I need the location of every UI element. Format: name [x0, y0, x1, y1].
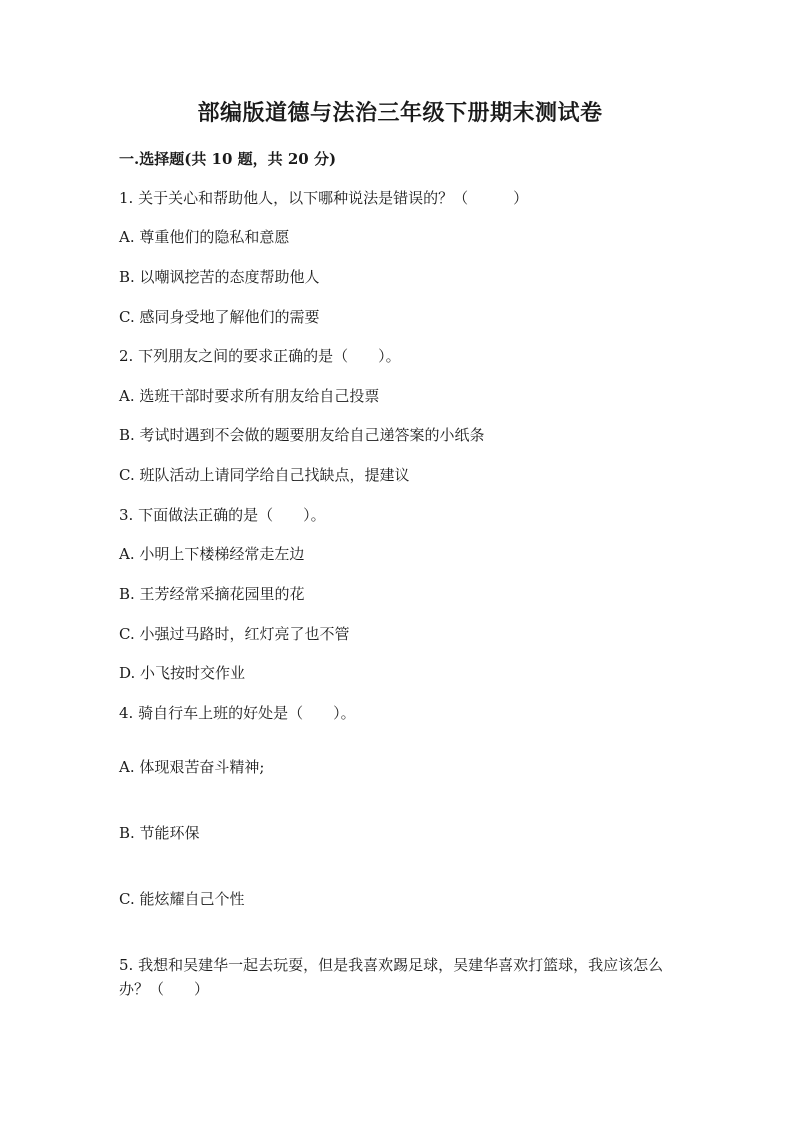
- question-5-stem: 5. 我想和吴建华一起去玩耍，但是我喜欢踢足球，吴建华喜欢打篮球，我应该怎么办？（ ）: [119, 956, 664, 998]
- question-3-stem: 3. 下面做法正确的是（ ）。: [119, 506, 326, 524]
- question-3-option-b: B. 王芳经常采摘花园里的花: [119, 585, 305, 603]
- question-4-option-b: B. 节能环保: [119, 824, 200, 842]
- question-1-option-c: C. 感同身受地了解他们的需要: [119, 308, 320, 326]
- question-4-option-c: C. 能炫耀自己个性: [119, 890, 245, 908]
- question-1-stem: 1. 关于关心和帮助他人，以下哪种说法是错误的？（ ）: [119, 189, 529, 207]
- question-2-stem: 2. 下列朋友之间的要求正确的是（ ）。: [119, 347, 401, 365]
- exam-title: 部编版道德与法治三年级下册期末测试卷: [197, 100, 603, 126]
- question-4-stem: 4. 骑自行车上班的好处是（ ）。: [119, 704, 356, 722]
- question-3-option-d: D. 小飞按时交作业: [119, 664, 246, 682]
- question-1-option-a: A. 尊重他们的隐私和意愿: [119, 228, 290, 246]
- question-2-option-b: B. 考试时遇到不会做的题要朋友给自己递答案的小纸条: [119, 426, 485, 444]
- question-3-option-a: A. 小明上下楼梯经常走左边: [119, 545, 305, 563]
- question-2-option-c: C. 班队活动上请同学给自己找缺点，提建议: [119, 466, 410, 484]
- question-2-option-a: A. 选班干部时要求所有朋友给自己投票: [119, 387, 380, 405]
- question-3-option-c: C. 小强过马路时，红灯亮了也不管: [119, 625, 350, 643]
- question-1-option-b: B. 以嘲讽挖苦的态度帮助他人: [119, 268, 320, 286]
- section-heading: 一.选择题(共 10 题，共 20 分): [119, 150, 337, 168]
- question-4-option-a: A. 体现艰苦奋斗精神;: [119, 758, 265, 776]
